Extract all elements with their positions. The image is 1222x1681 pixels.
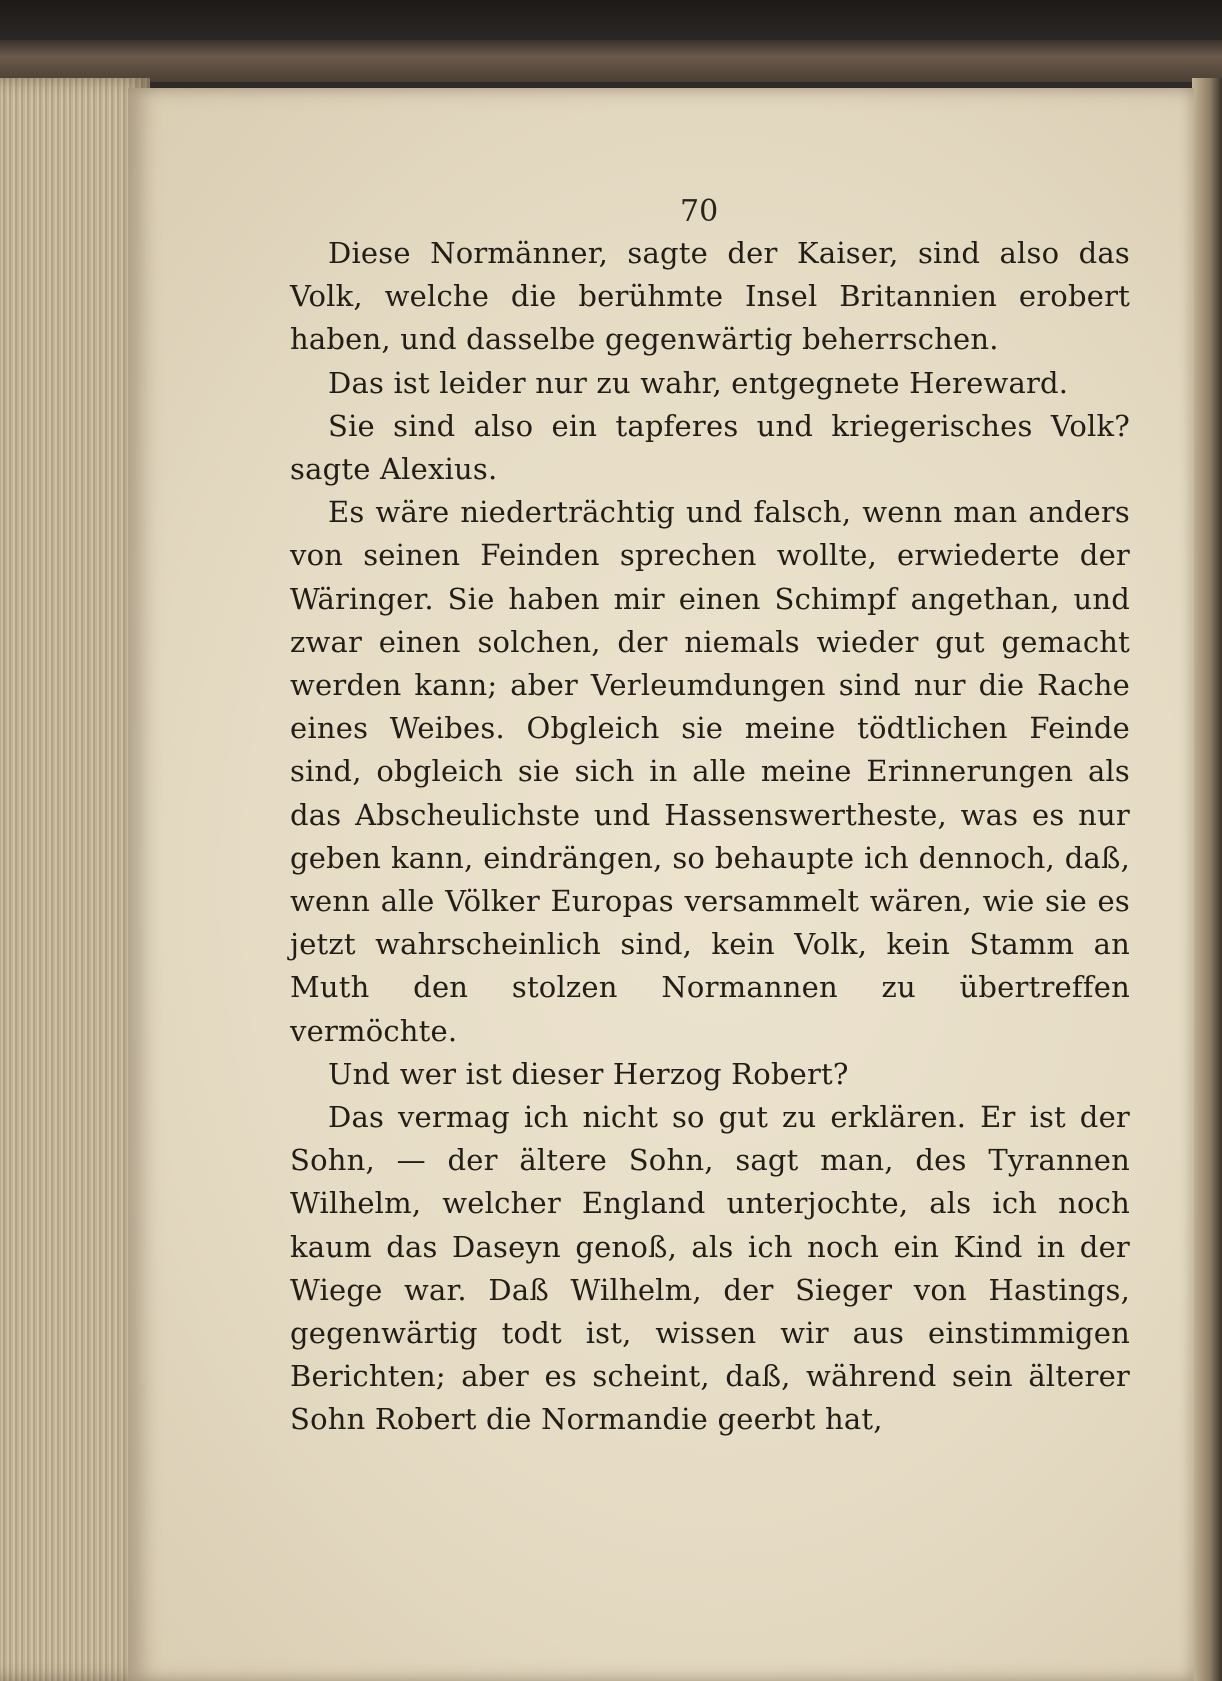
page-number: 70 (680, 194, 719, 229)
paragraph: Das ist leider nur zu wahr, entgegnete Hereward. (328, 365, 1069, 400)
page-edge-right (1192, 78, 1222, 1681)
paragraph: Sie sind also ein tapferes und kriegerisches Volk? sagte Alexius. (290, 408, 1130, 487)
paragraph: Es wäre niederträchtig und falsch, wenn man anders von seinen Feinden sprechen wollte, erwiederte der Wäringer. Sie haben mir einen Schimpf angethan, und zwar einen solchen, der niemals wieder gut gemacht werden kann; aber Verleumdungen sind nur die Rache eines Weibes. Obgleich sie meine tödtlichen Feinde sind, obgleich sie sich in alle meine Erinnerungen als das Abscheulichste und Hassenswertheste, was es nur geben kann, eindrängen, so behaupte ich dennoch, daß, wenn alle Völker Europas versammelt wären, wie sie es jetzt wahrscheinlich sind, kein Volk, kein Stamm an Muth den stolzen Normannen zu übertreffen vermöchte. (290, 495, 1130, 1048)
book-spine-top (0, 40, 1222, 82)
paragraph: Und wer ist dieser Herzog Robert? (328, 1056, 849, 1091)
paragraph: Diese Normänner, sagte der Kaiser, sind also das Volk, welche die berühmte Insel Britannien erobert haben, und dasselbe gegenwärtig beherrschen. (290, 236, 1130, 357)
page-text (290, 232, 1130, 1442)
paragraph: Das vermag ich nicht so gut zu erklären. Er ist der Sohn, — der ältere Sohn, sagt man, des Tyrannen Wilhelm, welcher England unterjochte, als ich noch kaum das Daseyn genoß, als ich noch ein Kind in der Wiege war. Daß Wilhelm, der Sieger von Hastings, gegenwärtig todt ist, wissen wir aus einstimmigen Berichten; aber es scheint, daß, während sein älterer Sohn Robert die Normandie geerbt hat, (290, 1100, 1130, 1437)
